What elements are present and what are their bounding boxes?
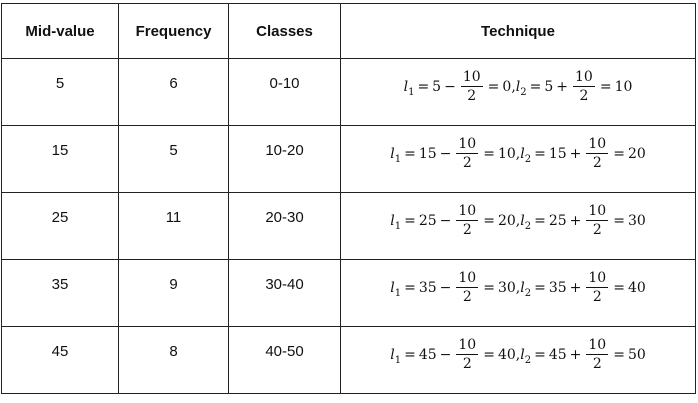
- variable-l2: [515, 78, 527, 98]
- value: 5: [432, 78, 442, 95]
- fraction-numerator: 10: [588, 136, 607, 152]
- variable-l2: [520, 279, 532, 299]
- subscript: 2: [524, 287, 532, 299]
- table-row: [2, 327, 696, 394]
- comma: ,: [515, 346, 521, 363]
- equals-sign: =: [529, 78, 542, 95]
- fraction-numerator: 10: [588, 203, 607, 219]
- fraction-denominator: 2: [467, 88, 477, 104]
- subscript: 1: [394, 220, 402, 232]
- equals-sign: =: [483, 212, 495, 229]
- minus-sign: −: [439, 212, 452, 229]
- plus-sign: +: [569, 145, 582, 162]
- equals-sign: =: [613, 145, 625, 162]
- technique-equation: [390, 136, 646, 171]
- variable-letter: l: [520, 212, 525, 229]
- fraction-denominator: 2: [462, 356, 472, 372]
- classes-cell: 40-50: [229, 327, 341, 394]
- value: 0: [502, 78, 512, 95]
- fraction-numerator: 10: [458, 203, 477, 219]
- equals-sign: =: [404, 279, 416, 296]
- frequency-table: [1, 3, 696, 394]
- header-frequency: Frequency: [119, 4, 229, 59]
- equals-sign: =: [483, 346, 495, 363]
- equals-sign: =: [534, 212, 546, 229]
- fraction: [586, 203, 608, 238]
- equals-sign: =: [483, 145, 495, 162]
- equals-sign: =: [613, 279, 625, 296]
- comma: ,: [515, 279, 521, 296]
- classes-cell: 20-30: [229, 193, 341, 260]
- value: 5: [544, 78, 554, 95]
- variable-letter: l: [390, 212, 395, 229]
- fraction-numerator: 10: [462, 69, 481, 85]
- variable-letter: l: [390, 145, 395, 162]
- technique-cell: [341, 260, 696, 327]
- equals-sign: =: [404, 346, 416, 363]
- frequency-cell: 8: [119, 327, 229, 394]
- variable-l2: [520, 145, 532, 165]
- classes-cell: 0-10: [229, 59, 341, 126]
- subscript: 1: [394, 354, 402, 366]
- value: 25: [548, 212, 567, 229]
- mid-value-cell: 15: [2, 126, 119, 193]
- value: 45: [548, 346, 567, 363]
- value: 45: [418, 346, 437, 363]
- equals-sign: =: [487, 78, 500, 95]
- variable-letter: l: [390, 279, 395, 296]
- fraction-numerator: 10: [458, 136, 477, 152]
- fraction: [573, 69, 595, 104]
- fraction: [456, 337, 478, 372]
- variable-l2: [520, 212, 532, 232]
- subscript: 1: [394, 153, 402, 165]
- equals-sign: =: [599, 78, 612, 95]
- subscript: 2: [524, 153, 532, 165]
- variable-letter: l: [390, 346, 395, 363]
- subscript: 2: [524, 220, 532, 232]
- comma: ,: [511, 78, 516, 95]
- subscript: 1: [408, 86, 415, 98]
- fraction-denominator: 2: [462, 289, 472, 305]
- value: 35: [418, 279, 437, 296]
- mid-value-cell: 35: [2, 260, 119, 327]
- value: 30: [627, 212, 646, 229]
- table-row: [2, 260, 696, 327]
- plus-sign: +: [569, 212, 582, 229]
- technique-equation: [390, 203, 646, 238]
- variable-l1: [390, 145, 402, 165]
- mid-value-cell: 45: [2, 327, 119, 394]
- minus-sign: −: [439, 346, 452, 363]
- technique-cell: [341, 59, 696, 126]
- minus-sign: −: [444, 78, 456, 95]
- frequency-cell: 6: [119, 59, 229, 126]
- fraction-denominator: 2: [592, 222, 602, 238]
- fraction: [586, 270, 608, 305]
- fraction-numerator: 10: [575, 69, 593, 85]
- fraction-denominator: 2: [462, 222, 472, 238]
- equals-sign: =: [534, 279, 546, 296]
- table-row: [2, 126, 696, 193]
- variable-letter: l: [520, 279, 525, 296]
- mid-value-cell: 5: [2, 59, 119, 126]
- fraction: [586, 337, 608, 372]
- classes-cell: 30-40: [229, 260, 341, 327]
- comma: ,: [515, 145, 521, 162]
- variable-letter: l: [520, 145, 525, 162]
- value: 20: [627, 145, 646, 162]
- subscript: 1: [394, 287, 402, 299]
- mid-value-cell: 25: [2, 193, 119, 260]
- classes-cell: 10-20: [229, 126, 341, 193]
- variable-l1: [390, 346, 402, 366]
- value: 15: [548, 145, 567, 162]
- equals-sign: =: [534, 145, 546, 162]
- fraction-numerator: 10: [458, 337, 477, 353]
- value: 40: [497, 346, 516, 363]
- value: 30: [497, 279, 516, 296]
- fraction-denominator: 2: [592, 155, 602, 171]
- fraction-denominator: 2: [579, 88, 589, 104]
- comma: ,: [515, 212, 521, 229]
- frequency-cell: 9: [119, 260, 229, 327]
- fraction: [586, 136, 608, 171]
- fraction-denominator: 2: [462, 155, 472, 171]
- value: 15: [418, 145, 437, 162]
- variable-letter: l: [515, 78, 521, 95]
- variable-l1: [390, 279, 402, 299]
- value: 10: [614, 78, 633, 95]
- header-row: [2, 4, 696, 59]
- value: 40: [627, 279, 646, 296]
- fraction-denominator: 2: [592, 289, 602, 305]
- variable-letter: l: [520, 346, 525, 363]
- minus-sign: −: [439, 279, 452, 296]
- header-mid-value: Mid-value: [2, 4, 119, 59]
- minus-sign: −: [439, 145, 452, 162]
- technique-equation: [404, 69, 633, 104]
- frequency-cell: 11: [119, 193, 229, 260]
- equals-sign: =: [483, 279, 495, 296]
- subscript: 2: [520, 86, 527, 98]
- value: 20: [497, 212, 516, 229]
- technique-cell: [341, 327, 696, 394]
- header-classes: Classes: [229, 4, 341, 59]
- equals-sign: =: [404, 212, 416, 229]
- frequency-cell: 5: [119, 126, 229, 193]
- technique-equation: [390, 270, 646, 305]
- fraction: [456, 270, 478, 305]
- equals-sign: =: [404, 145, 416, 162]
- fraction-denominator: 2: [592, 356, 602, 372]
- fraction: [456, 203, 478, 238]
- plus-sign: +: [556, 78, 569, 95]
- equals-sign: =: [534, 346, 546, 363]
- variable-l1: [403, 78, 415, 98]
- header-technique: Technique: [341, 4, 696, 59]
- value: 25: [418, 212, 437, 229]
- equals-sign: =: [417, 78, 430, 95]
- table-row: [2, 193, 696, 260]
- equals-sign: =: [613, 346, 625, 363]
- variable-l2: [520, 346, 532, 366]
- subscript: 2: [524, 354, 532, 366]
- value: 35: [548, 279, 567, 296]
- fraction-numerator: 10: [588, 270, 607, 286]
- table-row: [2, 59, 696, 126]
- technique-cell: [341, 193, 696, 260]
- technique-equation: [390, 337, 646, 372]
- plus-sign: +: [569, 279, 582, 296]
- plus-sign: +: [569, 346, 582, 363]
- variable-letter: l: [403, 78, 409, 95]
- value: 10: [497, 145, 516, 162]
- technique-cell: [341, 126, 696, 193]
- fraction: [461, 69, 483, 104]
- value: 50: [627, 346, 646, 363]
- variable-l1: [390, 212, 402, 232]
- fraction-numerator: 10: [458, 270, 477, 286]
- equals-sign: =: [613, 212, 625, 229]
- fraction-numerator: 10: [588, 337, 607, 353]
- fraction: [456, 136, 478, 171]
